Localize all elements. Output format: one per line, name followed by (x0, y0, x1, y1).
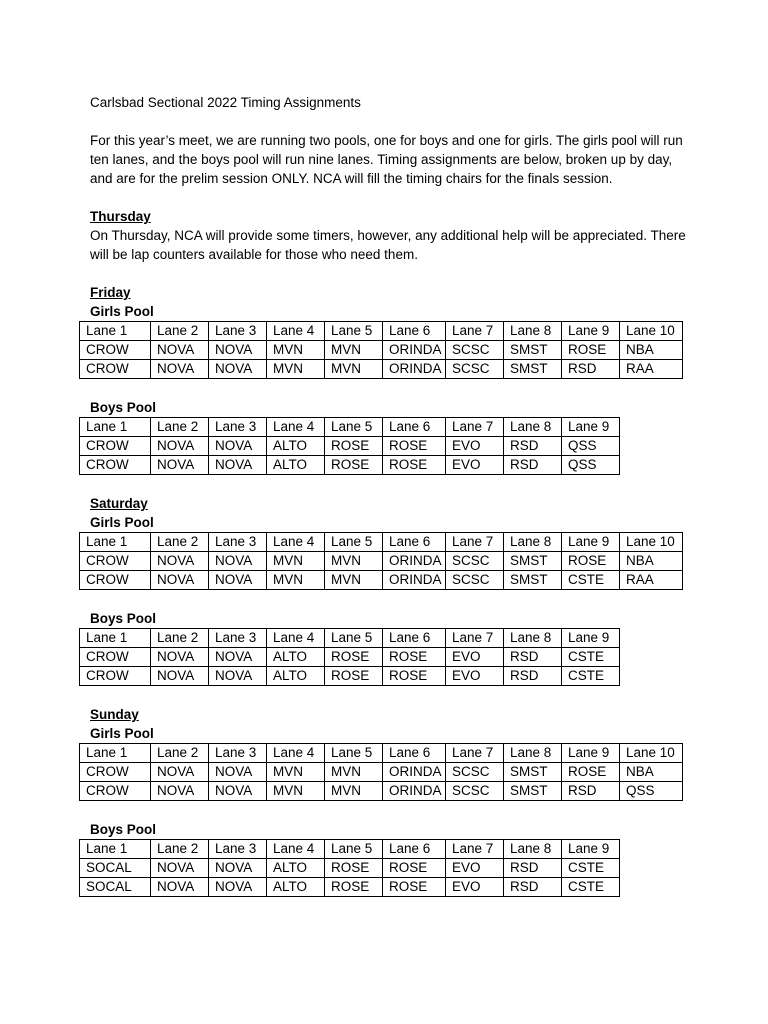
team-cell: SOCAL (80, 878, 151, 897)
team-cell: ORINDA (383, 571, 446, 590)
lane-header-cell: Lane 6 (383, 744, 446, 763)
table-row (80, 859, 620, 878)
table-row (80, 571, 683, 590)
lane-header-cell: Lane 2 (151, 629, 209, 648)
team-cell: ORINDA (383, 552, 446, 571)
lane-header-cell: Lane 9 (562, 840, 620, 859)
lane-header-cell: Lane 9 (562, 629, 620, 648)
lane-header-cell: Lane 10 (620, 533, 683, 552)
lane-header-cell: Lane 2 (151, 418, 209, 437)
lane-header-cell: Lane 4 (267, 533, 325, 552)
team-cell: RSD (504, 648, 562, 667)
team-cell: SCSC (446, 360, 504, 379)
lane-header-cell: Lane 1 (80, 840, 151, 859)
team-cell: NOVA (151, 437, 209, 456)
lane-header-cell: Lane 8 (504, 744, 562, 763)
lane-header-cell: Lane 3 (209, 744, 267, 763)
thursday-note: On Thursday, NCA will provide some timers, however, any additional help will be appreciated. There will be lap counters available for those who need them. (90, 228, 686, 262)
lane-header-cell: Lane 4 (267, 322, 325, 341)
team-cell: SMST (504, 571, 562, 590)
team-cell: NOVA (209, 763, 267, 782)
day-heading-thursday: Thursday (90, 209, 151, 224)
team-cell: MVN (325, 763, 383, 782)
team-cell: SMST (504, 360, 562, 379)
team-cell: NOVA (151, 456, 209, 475)
team-cell: CROW (80, 648, 151, 667)
team-cell: RAA (620, 571, 683, 590)
team-cell: NOVA (151, 782, 209, 801)
team-cell: MVN (325, 571, 383, 590)
table-row (80, 456, 620, 475)
team-cell: ROSE (383, 648, 446, 667)
team-cell: NOVA (151, 859, 209, 878)
team-cell: NOVA (209, 667, 267, 686)
team-cell: ALTO (267, 456, 325, 475)
table-row (80, 782, 683, 801)
team-cell: MVN (267, 763, 325, 782)
lane-header-cell: Lane 7 (446, 533, 504, 552)
team-cell: NOVA (151, 341, 209, 360)
lane-header-cell: Lane 1 (80, 322, 151, 341)
team-cell: ROSE (325, 667, 383, 686)
lane-header-cell: Lane 4 (267, 629, 325, 648)
lane-header-cell: Lane 2 (151, 744, 209, 763)
lane-header-cell: Lane 8 (504, 840, 562, 859)
lane-header-cell: Lane 8 (504, 629, 562, 648)
lane-header-cell: Lane 1 (80, 629, 151, 648)
team-cell: CROW (80, 360, 151, 379)
team-cell: CROW (80, 437, 151, 456)
lane-header-cell: Lane 7 (446, 418, 504, 437)
lane-header-cell: Lane 6 (383, 418, 446, 437)
team-cell: NOVA (209, 859, 267, 878)
team-cell: NOVA (151, 552, 209, 571)
lane-header-cell: Lane 9 (562, 533, 620, 552)
team-cell: ORINDA (383, 360, 446, 379)
lane-header-cell: Lane 5 (325, 533, 383, 552)
intro-paragraph: For this year’s meet, we are running two pools, one for boys and one for girls. The girls pool will run ten lanes, and the boys pool will run nine lanes. Timing assignments are below, broken up by day, and are for the prelim session ONLY. NCA will fill the timing chairs for the finals session. (90, 133, 683, 186)
day-heading-saturday: Saturday (90, 496, 148, 511)
team-cell: NOVA (151, 878, 209, 897)
team-cell: SMST (504, 763, 562, 782)
team-cell: NOVA (209, 878, 267, 897)
team-cell: CROW (80, 763, 151, 782)
team-cell: ALTO (267, 667, 325, 686)
day-heading-friday: Friday (90, 285, 131, 300)
table-row (80, 763, 683, 782)
team-cell: NOVA (209, 341, 267, 360)
lane-header-cell: Lane 5 (325, 629, 383, 648)
lane-header-cell: Lane 7 (446, 629, 504, 648)
lane-assignment-table (79, 743, 683, 801)
team-cell: CROW (80, 667, 151, 686)
lane-header-cell: Lane 8 (504, 322, 562, 341)
team-cell: ALTO (267, 437, 325, 456)
team-cell: RSD (504, 878, 562, 897)
team-cell: NOVA (151, 667, 209, 686)
pool-label: Boys Pool (90, 611, 157, 626)
team-cell: NOVA (209, 571, 267, 590)
lane-header-cell: Lane 2 (151, 322, 209, 341)
section-spacer (90, 801, 700, 820)
team-cell: ALTO (267, 878, 325, 897)
team-cell: CROW (80, 782, 151, 801)
schedule-days (86, 283, 700, 897)
team-cell: ROSE (383, 437, 446, 456)
team-cell: NOVA (209, 648, 267, 667)
lane-header-cell: Lane 7 (446, 322, 504, 341)
lane-assignment-table (79, 628, 620, 686)
team-cell: EVO (446, 456, 504, 475)
table-header-row (80, 629, 620, 648)
team-cell: CSTE (562, 648, 620, 667)
team-cell: SCSC (446, 341, 504, 360)
lane-header-cell: Lane 1 (80, 533, 151, 552)
team-cell: ROSE (325, 878, 383, 897)
team-cell: MVN (325, 341, 383, 360)
team-cell: NOVA (151, 571, 209, 590)
team-cell: ORINDA (383, 782, 446, 801)
team-cell: ALTO (267, 859, 325, 878)
team-cell: CROW (80, 571, 151, 590)
team-cell: RAA (620, 360, 683, 379)
team-cell: MVN (267, 782, 325, 801)
team-cell: ALTO (267, 648, 325, 667)
lane-assignment-table (79, 417, 620, 475)
table-header-row (80, 418, 620, 437)
team-cell: NOVA (151, 763, 209, 782)
team-cell: RSD (504, 859, 562, 878)
lane-header-cell: Lane 3 (209, 533, 267, 552)
team-cell: MVN (267, 360, 325, 379)
lane-header-cell: Lane 10 (620, 322, 683, 341)
lane-assignment-table (79, 839, 620, 897)
lane-header-cell: Lane 1 (80, 418, 151, 437)
day-heading-sunday: Sunday (90, 707, 139, 722)
table-row (80, 648, 620, 667)
lane-header-cell: Lane 5 (325, 840, 383, 859)
team-cell: RSD (504, 667, 562, 686)
lane-assignment-table (79, 532, 683, 590)
pool-label: Boys Pool (90, 822, 157, 837)
table-header-row (80, 322, 683, 341)
team-cell: MVN (267, 552, 325, 571)
team-cell: ROSE (562, 763, 620, 782)
table-row (80, 341, 683, 360)
team-cell: SMST (504, 782, 562, 801)
team-cell: SCSC (446, 763, 504, 782)
pool-label: Boys Pool (90, 400, 157, 415)
team-cell: MVN (325, 360, 383, 379)
document-title: Carlsbad Sectional 2022 Timing Assignments (90, 95, 361, 110)
lane-header-cell: Lane 3 (209, 840, 267, 859)
team-cell: NBA (620, 552, 683, 571)
table-header-row (80, 533, 683, 552)
team-cell: ROSE (383, 667, 446, 686)
team-cell: ROSE (325, 456, 383, 475)
lane-header-cell: Lane 6 (383, 629, 446, 648)
lane-assignment-table (79, 321, 683, 379)
lane-header-cell: Lane 5 (325, 744, 383, 763)
team-cell: MVN (267, 341, 325, 360)
table-row (80, 667, 620, 686)
team-cell: SCSC (446, 782, 504, 801)
lane-header-cell: Lane 4 (267, 840, 325, 859)
table-header-row (80, 840, 620, 859)
team-cell: ROSE (562, 341, 620, 360)
team-cell: QSS (562, 456, 620, 475)
pool-label: Girls Pool (90, 515, 154, 530)
lane-header-cell: Lane 4 (267, 744, 325, 763)
lane-header-cell: Lane 3 (209, 629, 267, 648)
lane-header-cell: Lane 3 (209, 418, 267, 437)
lane-header-cell: Lane 9 (562, 418, 620, 437)
team-cell: MVN (267, 571, 325, 590)
pool-label: Girls Pool (90, 726, 154, 741)
team-cell: SOCAL (80, 859, 151, 878)
lane-header-cell: Lane 6 (383, 322, 446, 341)
team-cell: EVO (446, 437, 504, 456)
lane-header-cell: Lane 9 (562, 322, 620, 341)
section-spacer (90, 379, 700, 398)
lane-header-cell: Lane 3 (209, 322, 267, 341)
team-cell: ROSE (325, 437, 383, 456)
team-cell: ROSE (325, 859, 383, 878)
pool-label: Girls Pool (90, 304, 154, 319)
team-cell: SMST (504, 341, 562, 360)
team-cell: NOVA (151, 648, 209, 667)
team-cell: RSD (562, 782, 620, 801)
lane-header-cell: Lane 5 (325, 322, 383, 341)
team-cell: QSS (562, 437, 620, 456)
team-cell: NOVA (151, 360, 209, 379)
lane-header-cell: Lane 6 (383, 533, 446, 552)
table-header-row (80, 744, 683, 763)
team-cell: ORINDA (383, 763, 446, 782)
lane-header-cell: Lane 8 (504, 418, 562, 437)
lane-header-cell: Lane 6 (383, 840, 446, 859)
team-cell: NOVA (209, 437, 267, 456)
team-cell: SCSC (446, 552, 504, 571)
team-cell: CSTE (562, 571, 620, 590)
team-cell: MVN (325, 782, 383, 801)
lane-header-cell: Lane 5 (325, 418, 383, 437)
team-cell: CROW (80, 552, 151, 571)
team-cell: NOVA (209, 552, 267, 571)
team-cell: NOVA (209, 456, 267, 475)
lane-header-cell: Lane 1 (80, 744, 151, 763)
team-cell: NOVA (209, 782, 267, 801)
lane-header-cell: Lane 7 (446, 744, 504, 763)
team-cell: ROSE (383, 859, 446, 878)
lane-header-cell: Lane 10 (620, 744, 683, 763)
team-cell: RSD (504, 456, 562, 475)
lane-header-cell: Lane 2 (151, 840, 209, 859)
lane-header-cell: Lane 2 (151, 533, 209, 552)
team-cell: QSS (620, 782, 683, 801)
team-cell: SCSC (446, 571, 504, 590)
team-cell: NBA (620, 763, 683, 782)
document-page (86, 93, 700, 897)
team-cell: ROSE (383, 456, 446, 475)
lane-header-cell: Lane 9 (562, 744, 620, 763)
team-cell: CSTE (562, 667, 620, 686)
team-cell: NBA (620, 341, 683, 360)
table-row (80, 552, 683, 571)
team-cell: EVO (446, 859, 504, 878)
team-cell: RSD (562, 360, 620, 379)
team-cell: CROW (80, 456, 151, 475)
lane-header-cell: Lane 7 (446, 840, 504, 859)
section-spacer (90, 590, 700, 609)
table-row (80, 360, 683, 379)
team-cell: MVN (325, 552, 383, 571)
team-cell: CSTE (562, 878, 620, 897)
table-row (80, 878, 620, 897)
lane-header-cell: Lane 4 (267, 418, 325, 437)
team-cell: ROSE (383, 878, 446, 897)
team-cell: NOVA (209, 360, 267, 379)
team-cell: ROSE (325, 648, 383, 667)
team-cell: ORINDA (383, 341, 446, 360)
team-cell: ROSE (562, 552, 620, 571)
team-cell: EVO (446, 878, 504, 897)
team-cell: SMST (504, 552, 562, 571)
team-cell: EVO (446, 667, 504, 686)
team-cell: CROW (80, 341, 151, 360)
team-cell: CSTE (562, 859, 620, 878)
lane-header-cell: Lane 8 (504, 533, 562, 552)
team-cell: RSD (504, 437, 562, 456)
team-cell: EVO (446, 648, 504, 667)
table-row (80, 437, 620, 456)
